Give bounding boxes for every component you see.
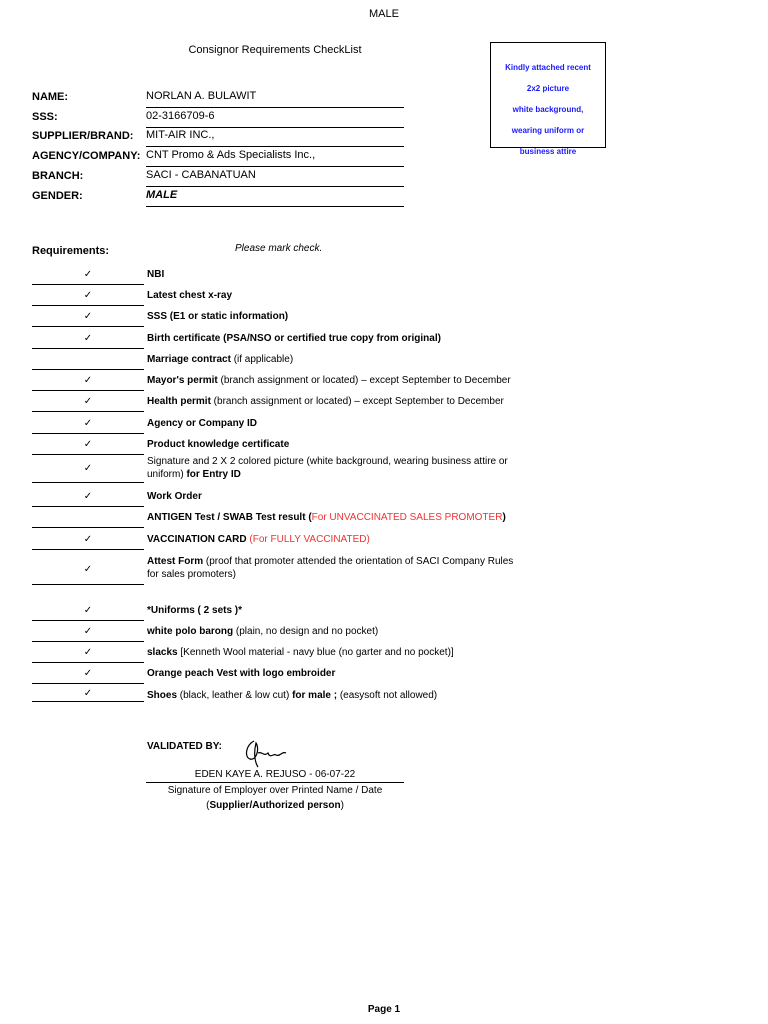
caption-close: )	[340, 800, 344, 811]
req-bold: Shoes	[147, 690, 178, 701]
req-bold: SSS (E1 or static information)	[147, 311, 289, 322]
check-mark: ✓	[83, 491, 93, 502]
req-bold: *Uniforms ( 2 sets )*	[147, 605, 243, 616]
mark-check-note: Please mark check.	[235, 243, 323, 254]
gender-value: MALE	[146, 189, 404, 207]
req-bold: Agency or Company ID	[147, 418, 258, 429]
validated-by-label: VALIDATED BY:	[147, 741, 222, 752]
req-red-text: For UNVACCINATED SALES PROMOTER	[311, 512, 503, 523]
photo-line: business attire	[519, 147, 577, 156]
caption-bold: Supplier/Authorized person	[209, 800, 341, 811]
req-bold: Birth certificate (PSA/NSO or certified true copy from original)	[147, 333, 441, 344]
req-bold: NBI	[147, 269, 165, 280]
check-mark: ✓	[83, 463, 93, 474]
req-bold: Product knowledge certificate	[147, 439, 290, 450]
req-bold: Attest Form	[147, 556, 204, 567]
req-bold: Marriage contract	[147, 354, 231, 365]
req-text: (plain, no design and no pocket)	[233, 626, 379, 637]
supplier-label: SUPPLIER/BRAND:	[32, 130, 134, 142]
requirement-item	[147, 310, 522, 323]
check-mark: ✓	[83, 564, 93, 575]
req-bold: Latest chest x-ray	[147, 290, 233, 301]
check-mark: ✓	[83, 688, 93, 699]
requirement-item	[147, 455, 522, 481]
check-cell[interactable]	[32, 435, 144, 455]
req-text-end: (easysoft not allowed)	[337, 690, 438, 701]
requirement-item	[147, 604, 522, 617]
check-cell[interactable]	[32, 265, 144, 285]
check-cell[interactable]	[32, 601, 144, 621]
requirement-item	[147, 332, 522, 345]
requirement-item	[147, 625, 522, 638]
check-mark: ✓	[83, 311, 93, 322]
requirement-item	[147, 268, 522, 281]
req-red-text: (For FULLY VACCINATED)	[249, 534, 370, 545]
req-text: (if applicable)	[230, 354, 294, 365]
requirement-item	[147, 511, 522, 524]
agency-label: AGENCY/COMPANY:	[32, 150, 141, 162]
req-text: (black, leather & low cut)	[177, 690, 293, 701]
requirement-item	[147, 289, 522, 302]
sss-label: SSS:	[32, 111, 58, 123]
requirement-item	[147, 533, 522, 546]
check-cell[interactable]	[32, 307, 144, 327]
requirement-item	[147, 555, 522, 581]
check-cell[interactable]	[32, 350, 144, 370]
req-bold: slacks	[147, 647, 178, 658]
signature-caption: Signature of Employer over Printed Name / Date	[167, 785, 383, 796]
check-mark: ✓	[83, 439, 93, 450]
check-cell[interactable]	[32, 686, 144, 702]
req-bold: white polo barong	[147, 626, 234, 637]
check-mark: ✓	[83, 534, 93, 545]
gender-label: GENDER:	[32, 190, 83, 202]
requirement-item	[147, 353, 522, 366]
requirement-item	[147, 646, 522, 659]
check-cell[interactable]	[32, 286, 144, 306]
branch-label: BRANCH:	[32, 170, 84, 182]
req-bold: ANTIGEN Test / SWAB Test result (	[147, 512, 312, 523]
check-cell[interactable]	[32, 622, 144, 642]
check-mark: ✓	[83, 269, 93, 280]
check-cell[interactable]	[32, 487, 144, 507]
check-cell[interactable]	[32, 555, 144, 585]
signature-mark	[240, 735, 292, 771]
check-cell[interactable]	[32, 329, 144, 349]
check-mark: ✓	[83, 626, 93, 637]
req-bold: Health permit	[147, 396, 211, 407]
requirement-item	[147, 374, 522, 387]
check-cell[interactable]	[32, 414, 144, 434]
req-text: [Kenneth Wool material - navy blue (no garter and no pocket)]	[177, 647, 454, 658]
check-mark: ✓	[83, 605, 93, 616]
check-mark: ✓	[83, 290, 93, 301]
page-number: Page 1	[367, 1004, 401, 1015]
agency-value: CNT Promo & Ads Specialists Inc.,	[146, 149, 404, 167]
requirement-item	[147, 438, 522, 451]
req-bold: Orange peach Vest with logo embroider	[147, 668, 336, 679]
requirement-item	[147, 667, 522, 680]
requirement-item	[147, 490, 522, 503]
req-text: Signature and 2 X 2 colored picture (white background, wearing business attire or uniform)	[147, 456, 508, 480]
photo-line: white background,	[512, 105, 584, 114]
page-title: Consignor Requirements CheckList	[188, 44, 362, 56]
req-tail: )	[502, 512, 506, 523]
supplier-caption	[146, 800, 404, 811]
name-value: NORLAN A. BULAWIT	[146, 90, 404, 108]
req-bold-end: for male ;	[292, 690, 338, 701]
req-bold: Mayor's permit	[147, 375, 218, 386]
check-cell[interactable]	[32, 664, 144, 684]
req-text: (branch assignment or located) – except September to December	[217, 375, 511, 386]
check-cell[interactable]	[32, 455, 144, 483]
req-bold: Work Order	[147, 491, 202, 502]
requirement-item	[147, 417, 522, 430]
check-cell[interactable]	[32, 643, 144, 663]
check-mark: ✓	[83, 668, 93, 679]
check-cell[interactable]	[32, 392, 144, 412]
supplier-value: MIT-AIR INC.,	[146, 129, 404, 147]
req-text: (branch assignment or located) – except September to December	[210, 396, 504, 407]
requirements-label: Requirements:	[32, 245, 110, 257]
signer-name: EDEN KAYE A. REJUSO - 06-07-22	[194, 769, 356, 780]
check-cell[interactable]	[32, 530, 144, 550]
check-mark: ✓	[83, 375, 93, 386]
check-cell[interactable]	[32, 508, 144, 528]
req-bold: VACCINATION CARD	[147, 534, 247, 545]
photo-line: 2x2 picture	[526, 84, 570, 93]
photo-line: wearing uniform or	[511, 126, 585, 135]
photo-line: Kindly attached recent	[505, 63, 591, 72]
requirement-item	[147, 395, 522, 408]
signature-line	[146, 782, 404, 783]
req-text: (proof that promoter attended the orientation of SACI Company Rules for sales promoters)	[147, 556, 514, 580]
check-mark: ✓	[83, 396, 93, 407]
check-cell[interactable]	[32, 371, 144, 391]
check-mark: ✓	[83, 333, 93, 344]
name-label: NAME:	[32, 91, 69, 103]
req-bold-end: for Entry ID	[186, 469, 241, 480]
top-label: MALE	[369, 8, 399, 20]
check-mark: ✓	[83, 418, 93, 429]
caption-open: (	[206, 800, 210, 811]
sss-value: 02-3166709-6	[146, 110, 404, 128]
check-mark: ✓	[83, 647, 93, 658]
requirement-item	[147, 689, 522, 702]
branch-value: SACI - CABANATUAN	[146, 169, 404, 187]
photo-box	[490, 42, 606, 156]
